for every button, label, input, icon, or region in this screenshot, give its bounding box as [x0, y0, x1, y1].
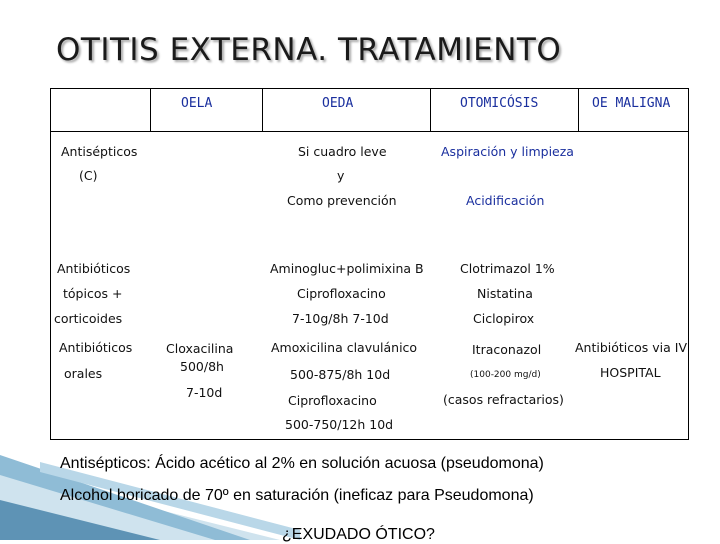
header-oeda: OEDA — [322, 96, 354, 111]
cell-text: 500-750/12h 10d — [285, 417, 394, 432]
page-title: OTITIS EXTERNA. TRATAMIENTO — [56, 32, 562, 68]
cell-text: y — [337, 168, 345, 183]
cell-text: 500-875/8h 10d — [290, 367, 391, 382]
header-oela: OELA — [181, 96, 213, 111]
row-label-orales: orales — [64, 366, 103, 381]
cell-text: 7-10g/8h 7-10d — [292, 311, 389, 326]
header-divider — [50, 131, 689, 132]
cell-text: HOSPITAL — [600, 365, 661, 380]
note-alcohol-boricado: Alcohol boricado de 70º en saturación (ineficaz para Pseudomona) — [60, 487, 534, 504]
row-label-antibioticos-topicos: Antibióticos — [57, 261, 131, 276]
table-top-border — [50, 88, 689, 89]
cell-text: Acidificación — [466, 193, 545, 208]
cell-text: Como prevención — [287, 193, 397, 208]
cell-text: 7-10d — [186, 385, 223, 400]
cell-text: (casos refractarios) — [443, 392, 564, 407]
cell-text: Ciclopirox — [473, 311, 535, 326]
cell-text: Cloxacilina — [166, 341, 234, 356]
row-label-corticoides: corticoides — [54, 311, 123, 326]
header-otomicosis: OTOMICÓSIS — [460, 96, 539, 111]
cell-text: Nistatina — [477, 286, 533, 301]
column-divider — [150, 88, 151, 132]
cell-text: Aminogluc+polimixina B — [270, 261, 424, 276]
header-oe-maligna: OE MALIGNA — [592, 96, 671, 111]
note-antisepticos: Antisépticos: Ácido acético al 2% en solución acuosa (pseudomona) — [60, 455, 544, 472]
cell-text: Amoxicilina clavulánico — [271, 340, 418, 355]
column-divider — [430, 88, 431, 132]
row-label-antibioticos-orales: Antibióticos — [59, 340, 133, 355]
row-label-antisepticos-c: (C) — [79, 168, 98, 183]
cell-text: Aspiración y limpieza — [441, 144, 574, 159]
cell-text: Itraconazol — [472, 342, 542, 357]
note-exudado-otico: ¿EXUDADO ÓTICO? — [282, 526, 435, 543]
cell-text: Antibióticos via IV — [575, 340, 688, 355]
row-label-antisepticos: Antisépticos — [61, 144, 138, 159]
row-label-topicos: tópicos + — [63, 286, 123, 301]
cell-text: (100-200 mg/d) — [470, 370, 541, 380]
cell-text: Ciprofloxacino — [297, 286, 386, 301]
cell-text: Ciprofloxacino — [288, 393, 377, 408]
cell-text: Clotrimazol 1% — [460, 261, 555, 276]
cell-text: 500/8h — [180, 359, 224, 374]
column-divider — [262, 88, 263, 132]
column-divider — [578, 88, 579, 132]
cell-text: Si cuadro leve — [298, 144, 387, 159]
